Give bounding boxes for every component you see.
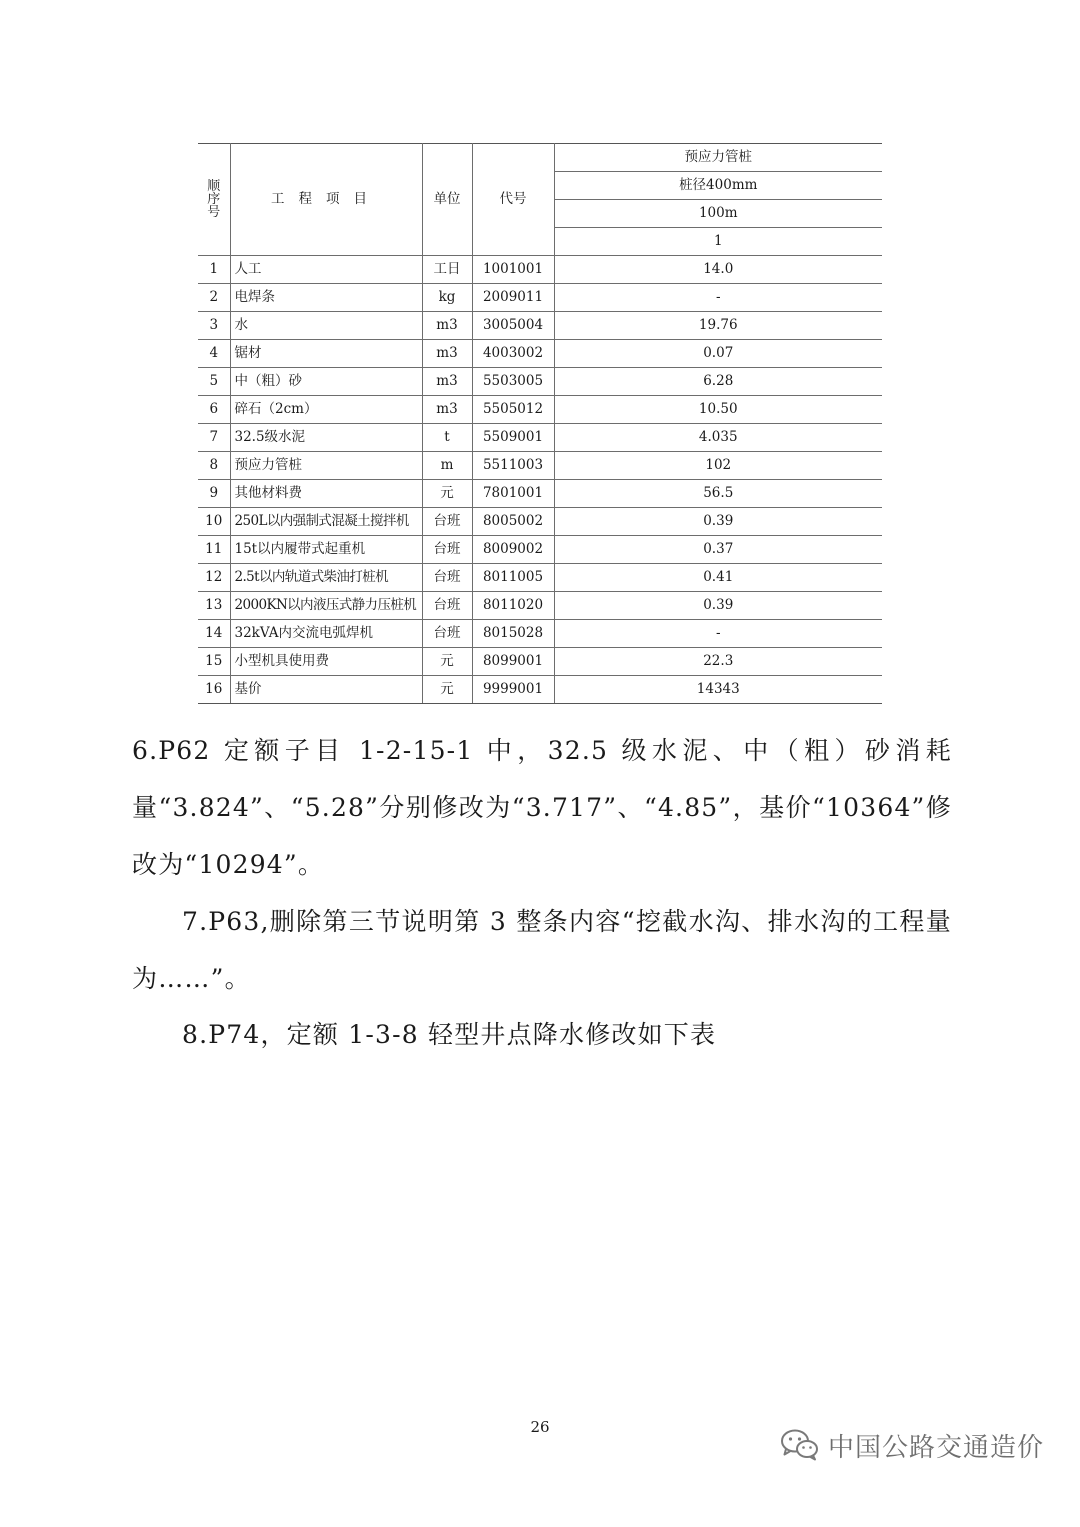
row-unit: m3 (422, 312, 472, 340)
row-unit: 元 (422, 676, 472, 704)
row-unit: 元 (422, 648, 472, 676)
table-row (198, 480, 882, 508)
row-unit: m3 (422, 340, 472, 368)
row-code: 1001001 (472, 256, 554, 284)
row-no: 12 (198, 564, 230, 592)
quota-table (198, 143, 882, 704)
row-no: 5 (198, 368, 230, 396)
row-code: 8011020 (472, 592, 554, 620)
row-no: 9 (198, 480, 230, 508)
row-unit: 元 (422, 480, 472, 508)
row-unit: kg (422, 284, 472, 312)
row-item-name: 15t以内履带式起重机 (230, 536, 422, 564)
row-value: 14.0 (554, 256, 882, 284)
row-code: 8011005 (472, 564, 554, 592)
row-code: 5505012 (472, 396, 554, 424)
row-value: 0.39 (554, 508, 882, 536)
row-code: 5509001 (472, 424, 554, 452)
header-group: 预应力管桩 (554, 144, 882, 172)
wechat-icon (780, 1428, 820, 1462)
row-item-name: 32.5级水泥 (230, 424, 422, 452)
row-value: 14343 (554, 676, 882, 704)
row-unit: 台班 (422, 564, 472, 592)
paragraph-item-8: 8.P74，定额 1-3-8 轻型井点降水修改如下表 (182, 1020, 717, 1049)
table-row (198, 536, 882, 564)
row-no: 16 (198, 676, 230, 704)
row-item-name: 碎石（2cm） (230, 396, 422, 424)
table-row (198, 508, 882, 536)
row-unit: 台班 (422, 592, 472, 620)
table-row (198, 256, 882, 284)
row-code: 7801001 (472, 480, 554, 508)
row-value: 0.07 (554, 340, 882, 368)
watermark (780, 1425, 1044, 1465)
row-value: 4.035 (554, 424, 882, 452)
row-item-name: 中（粗）砂 (230, 368, 422, 396)
row-unit: 台班 (422, 536, 472, 564)
row-code: 4003002 (472, 340, 554, 368)
row-item-name: 电焊条 (230, 284, 422, 312)
paragraph-item-7: 7.P63,删除第三节说明第 3 整条内容“挖截水沟、排水沟的工程量为……”。 (132, 907, 952, 993)
row-unit: 工日 (422, 256, 472, 284)
row-item-name: 人工 (230, 256, 422, 284)
row-no: 10 (198, 508, 230, 536)
row-no: 3 (198, 312, 230, 340)
header-item: 工程项目 (230, 144, 422, 256)
row-item-name: 小型机具使用费 (230, 648, 422, 676)
row-code: 9999001 (472, 676, 554, 704)
table-row (198, 676, 882, 704)
row-no: 4 (198, 340, 230, 368)
row-unit: m (422, 452, 472, 480)
row-unit: m3 (422, 396, 472, 424)
quota-table-body (198, 144, 882, 704)
watermark-text: 中国公路交通造价 (828, 1432, 1045, 1463)
row-no: 15 (198, 648, 230, 676)
table-row (198, 284, 882, 312)
page-number: 26 (530, 1418, 550, 1436)
row-item-name: 预应力管桩 (230, 452, 422, 480)
table-header-row-1 (198, 144, 882, 172)
row-item-name: 水 (230, 312, 422, 340)
row-item-name: 基价 (230, 676, 422, 704)
table-row (198, 396, 882, 424)
row-item-name: 32kVA内交流电弧焊机 (230, 620, 422, 648)
table-row (198, 368, 882, 396)
row-value: 22.3 (554, 648, 882, 676)
header-spec: 桩径400mm (554, 172, 882, 200)
row-no: 6 (198, 396, 230, 424)
row-item-name: 锯材 (230, 340, 422, 368)
row-value: - (554, 620, 882, 648)
row-item-name: 250L以内强制式混凝土搅拌机 (230, 508, 422, 536)
table-row (198, 620, 882, 648)
row-no: 2 (198, 284, 230, 312)
header-col-no: 1 (554, 228, 882, 256)
row-value: 19.76 (554, 312, 882, 340)
row-no: 8 (198, 452, 230, 480)
row-code: 8005002 (472, 508, 554, 536)
row-no: 13 (198, 592, 230, 620)
table-row (198, 340, 882, 368)
row-code: 5503005 (472, 368, 554, 396)
row-no: 11 (198, 536, 230, 564)
row-value: 10.50 (554, 396, 882, 424)
row-item-name: 2000KN以内液压式静力压桩机 (230, 592, 422, 620)
row-item-name: 2.5t以内轨道式柴油打桩机 (230, 564, 422, 592)
row-no: 14 (198, 620, 230, 648)
row-code: 5511003 (472, 452, 554, 480)
row-code: 8015028 (472, 620, 554, 648)
row-unit: 台班 (422, 620, 472, 648)
header-seq-label: 顺 序 号 (207, 179, 221, 220)
row-value: 0.37 (554, 536, 882, 564)
row-value: 56.5 (554, 480, 882, 508)
row-code: 3005004 (472, 312, 554, 340)
row-unit: 台班 (422, 508, 472, 536)
row-value: - (554, 284, 882, 312)
row-value: 6.28 (554, 368, 882, 396)
row-value: 0.39 (554, 592, 882, 620)
row-no: 1 (198, 256, 230, 284)
row-value: 102 (554, 452, 882, 480)
table-row (198, 312, 882, 340)
header-unit-qty: 100m (554, 200, 882, 228)
row-unit: t (422, 424, 472, 452)
row-unit: m3 (422, 368, 472, 396)
row-no: 7 (198, 424, 230, 452)
paragraph-item-6: 6.P62 定额子目 1-2-15-1 中，32.5 级水泥、中（粗）砂消耗量“3.824”、“5.28”分别修改为“3.717”、“4.85”，基价“10364”修改为“10294”。 (132, 736, 952, 879)
header-code: 代号 (472, 144, 554, 256)
table-row (198, 564, 882, 592)
row-value: 0.41 (554, 564, 882, 592)
table-row (198, 424, 882, 452)
row-item-name: 其他材料费 (230, 480, 422, 508)
header-unit: 单位 (422, 144, 472, 256)
row-code: 8009002 (472, 536, 554, 564)
row-code: 2009011 (472, 284, 554, 312)
table-row (198, 592, 882, 620)
table-row (198, 648, 882, 676)
row-code: 8099001 (472, 648, 554, 676)
table-row (198, 452, 882, 480)
header-seq (198, 144, 230, 256)
